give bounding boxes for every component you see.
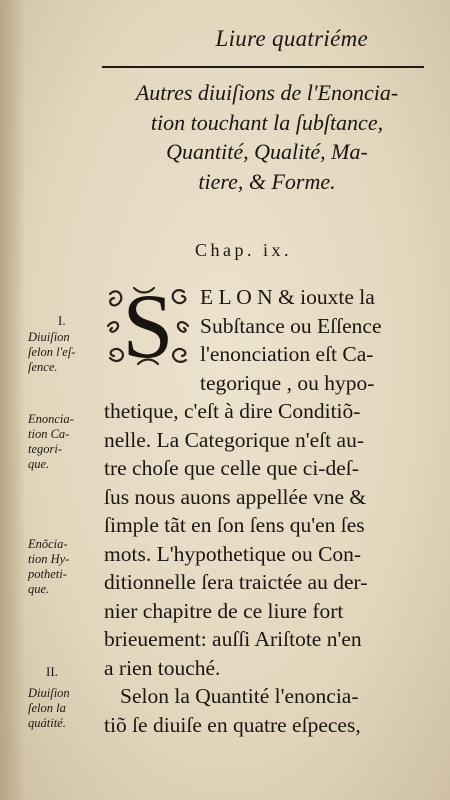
body-line: Subſtance ou Eſſence xyxy=(200,314,382,338)
margin-note-line: ſelon l'eſ- xyxy=(28,345,76,359)
margin-note-number: I. xyxy=(58,313,66,328)
margin-note-line: quátité. xyxy=(28,716,66,730)
body-line: Selon la Quantité l'enoncia- xyxy=(120,684,359,708)
margin-note-line: Enoncia- xyxy=(28,412,74,426)
body-line: E L O N & iouxte la xyxy=(200,285,375,309)
margin-note-line: Enõcia- xyxy=(28,537,68,551)
chapter-title xyxy=(108,78,426,196)
body-line: ſus nous auons appellée vne & xyxy=(104,485,367,509)
margin-note-number: II. xyxy=(46,664,58,679)
body-line: nelle. La Categorique n'eſt au- xyxy=(104,428,364,452)
drop-cap: S xyxy=(122,275,174,377)
margin-note-line: tion Hy- xyxy=(28,552,70,566)
body-line: tegorique , ou hypo- xyxy=(200,371,375,395)
margin-note-line: ſence. xyxy=(28,360,58,374)
margin-note-line: que. xyxy=(28,457,50,471)
body-line: thetique, c'eſt à dire Conditiõ- xyxy=(104,399,361,423)
body-line: nier chapitre de ce liure fort xyxy=(104,599,344,623)
page-gutter-shadow xyxy=(0,0,26,800)
margin-note-line: tion Ca- xyxy=(28,427,70,441)
margin-note-line: Diuiſion xyxy=(28,330,70,344)
margin-note-line: Diuiſion xyxy=(28,686,70,700)
margin-note-line: potheti- xyxy=(28,567,67,581)
margin-note-line: tegori- xyxy=(28,442,63,456)
body-line: mots. L'hypothetique ou Con- xyxy=(104,542,362,566)
chapter-title-line: Quantité, Qualité, Ma- xyxy=(166,139,368,164)
body-line: brieuement: auſſi Ariſtote n'en xyxy=(104,627,362,651)
margin-note-line: que. xyxy=(28,582,50,596)
margin-note xyxy=(28,330,98,375)
body-line: tre choſe que celle que ci-deſ- xyxy=(104,456,359,480)
margin-note-line: ſelon la xyxy=(28,701,66,715)
margin-note xyxy=(28,686,98,731)
body-line: ſimple tãt en ſon ſens qu'en ſes xyxy=(104,513,365,537)
body-line: l'enonciation eſt Ca- xyxy=(200,342,374,366)
chapter-title-line: Autres diuiſions de l'Enoncia- xyxy=(135,80,399,105)
margin-note xyxy=(28,537,98,597)
body-line: a rien touché. xyxy=(104,656,221,680)
header-rule xyxy=(102,66,424,68)
chapter-title-line: tiere, & Forme. xyxy=(198,168,336,194)
body-line: tiõ ſe diuiſe en quatre eſpeces, xyxy=(104,713,361,737)
chapter-heading: Chap. ix. xyxy=(195,240,292,260)
chapter-title-line: tion touchant la ſubſtance, xyxy=(150,109,384,135)
body-line: ditionnelle ſera traictée au der- xyxy=(104,570,368,594)
running-head: Liure quatriéme xyxy=(215,26,368,51)
margin-note xyxy=(28,412,98,472)
